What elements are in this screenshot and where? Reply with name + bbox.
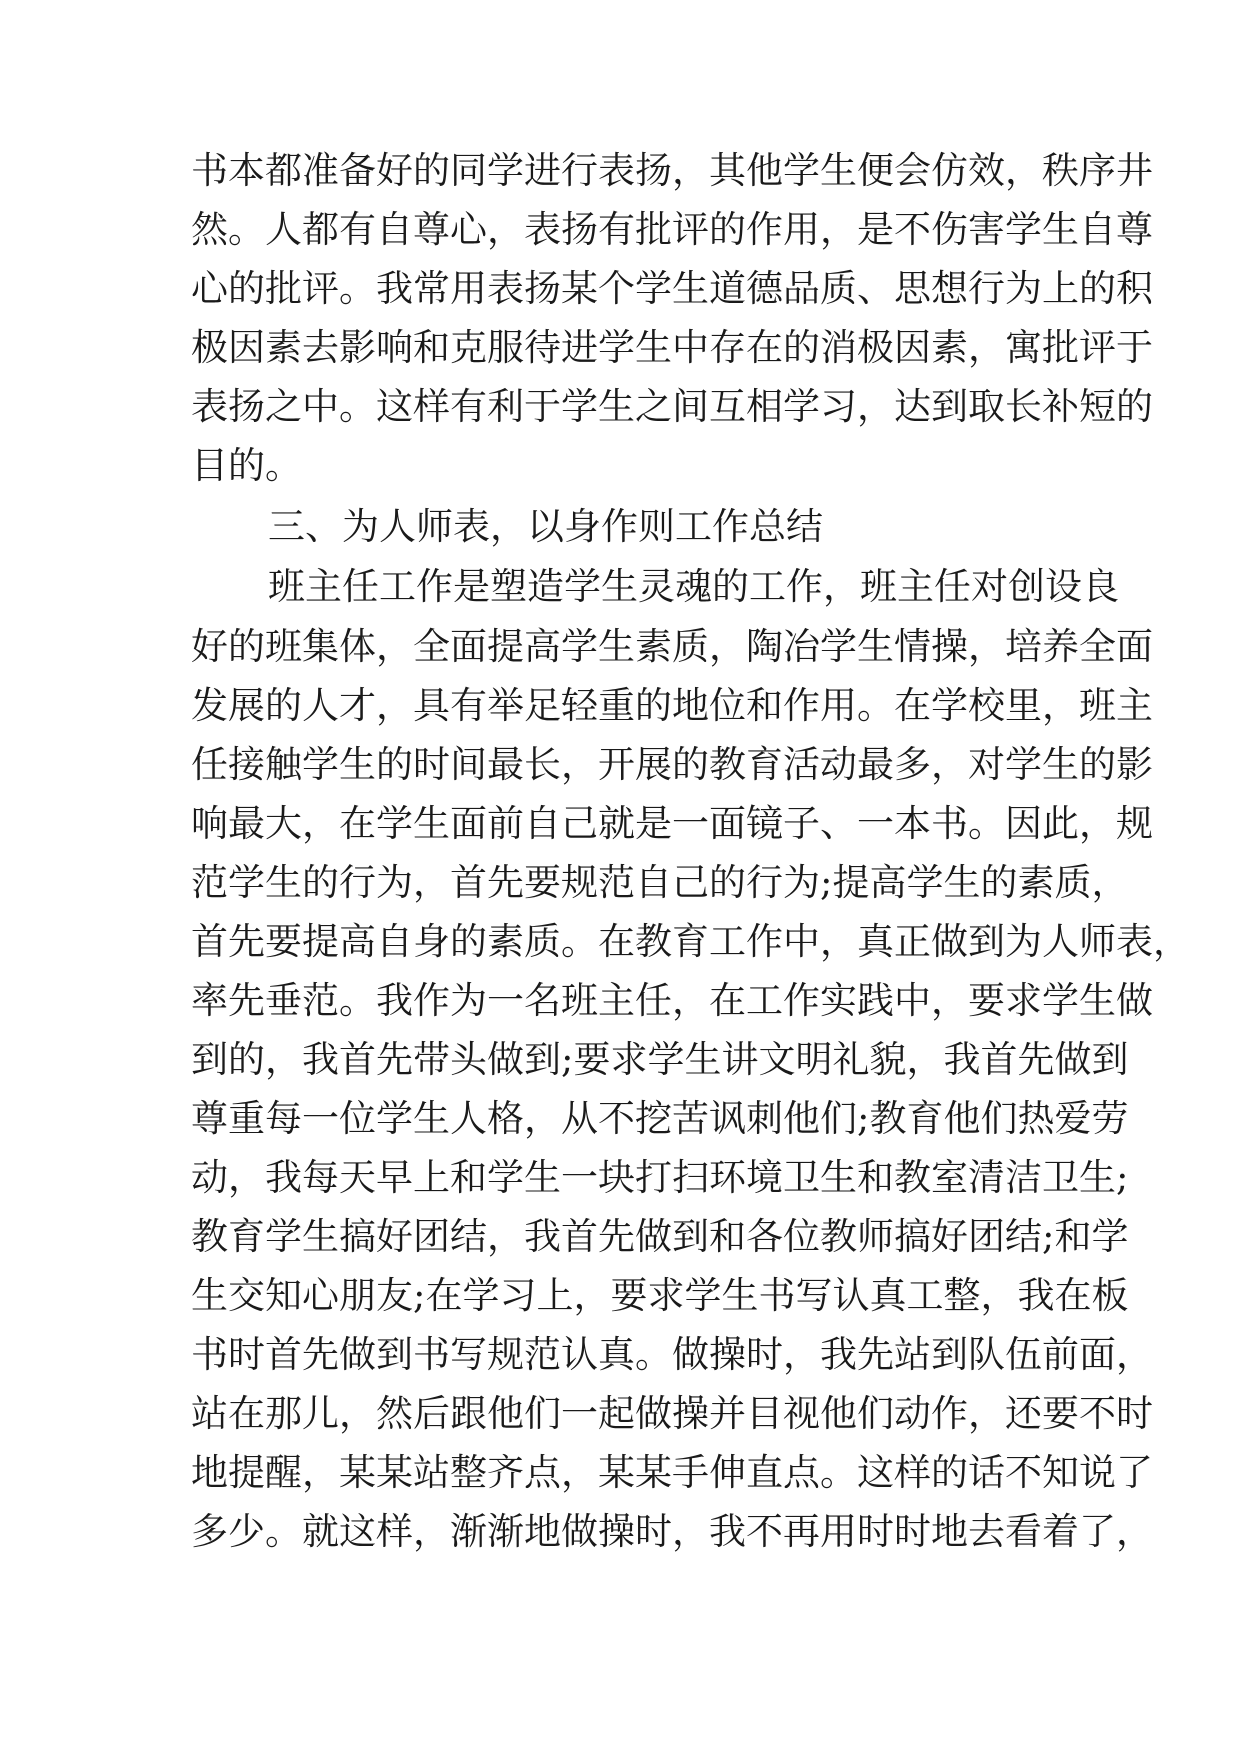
paragraph-line: 极因素去影响和克服待进学生中存在的消极因素，寓批评于 [191,326,1153,369]
paragraph-line: 率先垂范。我作为一名班主任，在工作实践中，要求学生做 [191,979,1153,1022]
paragraph-line: 范学生的行为，首先要规范自己的行为;提高学生的素质， [191,861,1129,904]
paragraph-line: 首先要提高自身的素质。在教育工作中，真正做到为人师表， [191,920,1190,963]
paragraph-line: 尊重每一位学生人格，从不挖苦讽刺他们;教育他们热爱劳 [191,1097,1129,1140]
paragraph-line: 到的，我首先带头做到;要求学生讲文明礼貌，我首先做到 [191,1038,1129,1081]
paragraph-line: 书本都准备好的同学进行表扬，其他学生便会仿效，秩序井 [191,149,1153,192]
paragraph-line: 心的批评。我常用表扬某个学生道德品质、思想行为上的积 [191,267,1153,310]
paragraph-line: 表扬之中。这样有利于学生之间互相学习，达到取长补短的 [191,385,1153,428]
paragraph-line: 书时首先做到书写规范认真。做操时，我先站到队伍前面， [191,1333,1153,1376]
paragraph-line: 好的班集体，全面提高学生素质，陶冶学生情操，培养全面 [191,625,1153,668]
paragraph-line: 地提醒，某某站整齐点，某某手伸直点。这样的话不知说了 [191,1451,1153,1494]
paragraph-line: 目的。 [191,444,302,487]
paragraph-line: 任接触学生的时间最长，开展的教育活动最多，对学生的影 [191,743,1153,786]
paragraph-line: 响最大，在学生面前自己就是一面镜子、一本书。因此，规 [191,802,1153,845]
paragraph-line: 动，我每天早上和学生一块打扫环境卫生和教室清洁卫生; [191,1156,1129,1199]
paragraph-line: 班主任工作是塑造学生灵魂的工作，班主任对创设良 [268,565,1119,608]
paragraph-line: 发展的人才，具有举足轻重的地位和作用。在学校里，班主 [191,684,1153,727]
section-heading: 三、为人师表，以身作则工作总结 [268,505,823,548]
paragraph-line: 教育学生搞好团结，我首先做到和各位教师搞好团结;和学 [191,1215,1129,1258]
paragraph-line: 站在那儿，然后跟他们一起做操并目视他们动作，还要不时 [191,1392,1153,1435]
paragraph-line: 然。人都有自尊心，表扬有批评的作用，是不伤害学生自尊 [191,208,1153,251]
paragraph-line: 多少。就这样，渐渐地做操时，我不再用时时地去看着了， [191,1510,1153,1553]
paragraph-line: 生交知心朋友;在学习上，要求学生书写认真工整，我在板 [191,1274,1129,1317]
